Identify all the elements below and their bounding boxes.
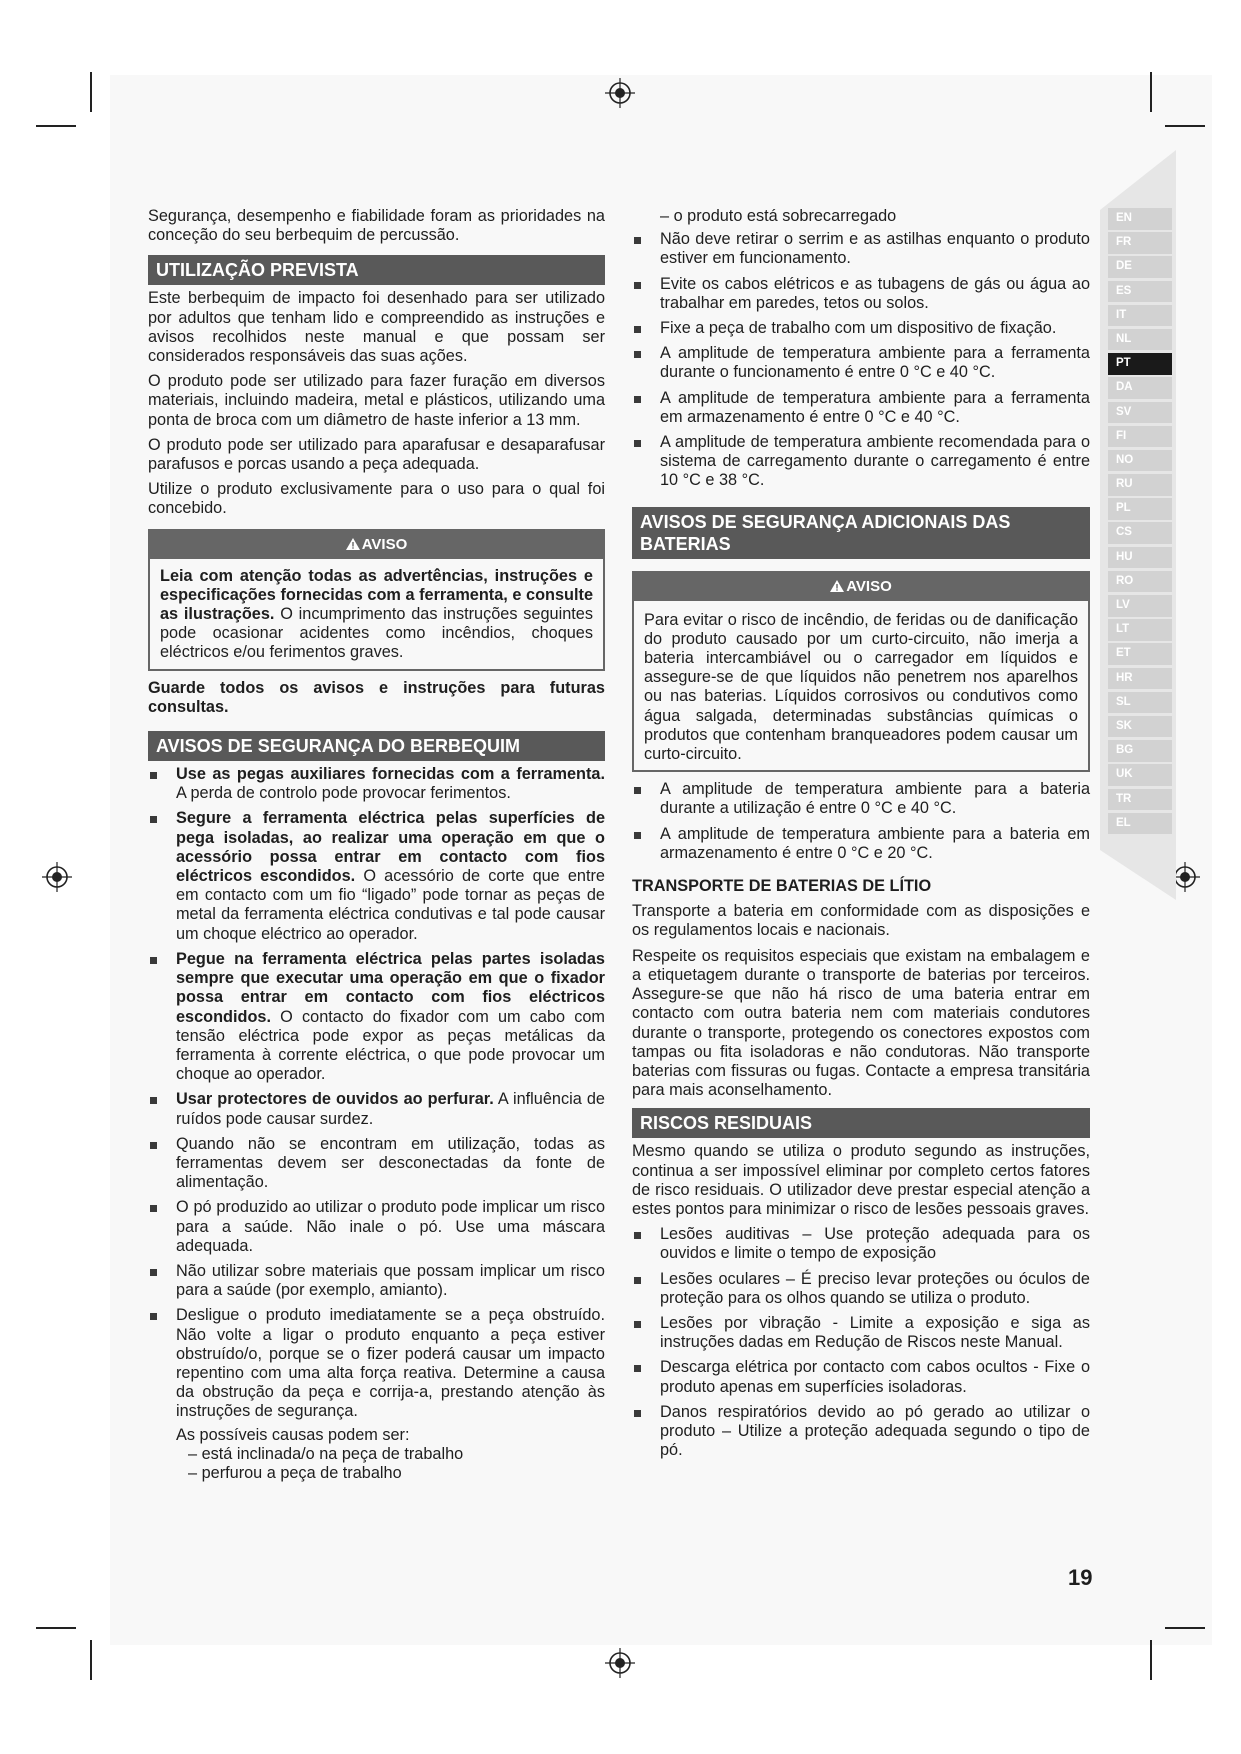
language-tab-hr[interactable]: HR: [1108, 668, 1172, 690]
language-tab-no[interactable]: NO: [1108, 450, 1172, 472]
language-tab-cs[interactable]: CS: [1108, 522, 1172, 544]
language-tab-en[interactable]: EN: [1108, 208, 1172, 230]
utilizacao-paragraph: O produto pode ser utilizado para fazer furação em diversos materiais, incluindo madeira, metal e plásticos, utilizando uma ponta de broca com um diâmetro de haste inferior a 13 mm.: [148, 372, 605, 429]
language-tab-et[interactable]: ET: [1108, 643, 1172, 665]
residual-risks-list: [632, 1225, 1090, 1460]
page-number: 19: [1068, 1565, 1093, 1590]
warning-triangle-icon: [346, 538, 360, 550]
list-item: Pegue na ferramenta eléctrica pelas partes isoladas sempre que executar uma operação em que o fixador possa entrar em contacto com fios eléctricos escondidos. O contacto do fixador com um cabo com tensão eléctrica pode expor as peças metálicas da ferramenta à corrente eléctrica, o que pode provocar um choque ao operador.: [148, 950, 605, 1084]
language-tab-tr[interactable]: TR: [1108, 789, 1172, 811]
left-column: [148, 207, 605, 1486]
possible-causes-intro: As possíveis causas podem ser:: [176, 1425, 410, 1444]
list-item: Lesões por vibração - Limite a exposição e siga as instruções dadas em Redução de Riscos neste Manual.: [632, 1314, 1090, 1352]
list-item: Use as pegas auxiliares fornecidas com a ferramenta. A perda de controlo pode provocar ferimentos.: [148, 765, 605, 803]
language-tab-bg[interactable]: BG: [1108, 740, 1172, 762]
language-sidebar: [1108, 208, 1172, 837]
section-title-transporte: TRANSPORTE DE BATERIAS DE LÍTIO: [632, 877, 932, 896]
language-tab-sv[interactable]: SV: [1108, 402, 1172, 424]
language-tab-fr[interactable]: FR: [1108, 232, 1172, 254]
risks-paragraph: Mesmo quando se utiliza o produto segundo as instruções, continua a ser impossível eliminar por completo certos fatores de risco residuais. O utilizador deve prestar especial atenção a estes pontos para minimizar o risco de lesões pessoais graves.: [632, 1142, 1090, 1218]
list-item: Lesões oculares – É preciso levar proteções ou óculos de proteção para os olhos quando se utiliza o produto.: [632, 1270, 1090, 1308]
right-column: [632, 207, 1090, 1466]
drill-safety-list: [148, 765, 605, 1483]
battery-temperature-list: [632, 780, 1090, 863]
cause-item: – o produto está sobrecarregado: [660, 207, 897, 225]
language-tab-fi[interactable]: FI: [1108, 426, 1172, 448]
language-tab-nl[interactable]: NL: [1108, 329, 1172, 351]
utilizacao-paragraph: O produto pode ser utilizado para aparafusar e desaparafusar parafusos e porcas usando a peça adequada.: [148, 435, 605, 474]
transport-paragraph: Transporte a bateria em conformidade com as disposições e os regulamentos locais e nacionais.: [632, 902, 1090, 940]
language-tab-sk[interactable]: SK: [1108, 716, 1172, 738]
language-tab-el[interactable]: EL: [1108, 813, 1172, 835]
list-item: Segure a ferramenta eléctrica pelas superfícies de pega isoladas, ao realizar uma operação em que o acessório possa entrar em contacto com fios eléctricos escondidos. O acessório de corte que entre em contacto com um fio “ligado” pode tornar as peças de metal da ferramenta eléctrica condutivas e tal pode causar um choque eléctrico ao operador.: [148, 809, 605, 943]
language-tab-ru[interactable]: RU: [1108, 474, 1172, 496]
list-item: Danos respiratórios devido ao pó gerado ao utilizar o produto – Utilize a proteção adequada segundo o tipo de pó.: [632, 1403, 1090, 1461]
list-item: Não deve retirar o serrim e as astilhas enquanto o produto estiver em funcionamento.: [632, 230, 1090, 268]
crop-mark: [1165, 125, 1205, 127]
language-tab-de[interactable]: DE: [1108, 256, 1172, 278]
list-item: Descarga elétrica por contacto com cabos ocultos - Fixe o produto apenas em superfícies isoladoras.: [632, 1358, 1090, 1396]
language-tab-pl[interactable]: PL: [1108, 498, 1172, 520]
registration-mark-icon: [605, 78, 635, 108]
list-item: A amplitude de temperatura ambiente para a bateria durante a utilização é entre 0 °C e 40 °C.: [632, 780, 1090, 818]
crop-mark: [1165, 1627, 1205, 1629]
list-item: Desligue o produto imediatamente se a peça obstruído. Não volte a ligar o produto enquanto a peça estiver obstruído/o, porque se o fizer poderá causar um impacto repentino com uma alta força reativa. Determine a causa da obstrução da peça e corrija-a, prestando atenção às instruções de segurança. As possíveis causas podem ser: – está inclinada/o na peça de trabalho – perfurou a peça de trabalho: [148, 1306, 605, 1483]
language-tab-pt[interactable]: PT: [1108, 353, 1172, 375]
crop-mark: [90, 1640, 92, 1680]
list-item: Não utilizar sobre materiais que possam implicar um risco para a saúde (por exemplo, amianto).: [148, 1262, 605, 1300]
list-item: A amplitude de temperatura ambiente recomendada para o sistema de carregamento durante o carregamento é entre 10 °C e 38 °C.: [632, 433, 1090, 491]
crop-mark: [1150, 1640, 1152, 1680]
language-tab-ro[interactable]: RO: [1108, 571, 1172, 593]
list-item: A amplitude de temperatura ambiente para a bateria em armazenamento é entre 0 °C e 20 °C.: [632, 825, 1090, 863]
list-item: O pó produzido ao utilizar o produto pode implicar um risco para a saúde. Não inale o pó. Use uma máscara adequada.: [148, 1198, 605, 1256]
warning-body: Leia com atenção todas as advertências, instruções e especificações fornecidas com a ferramenta, e consulte as ilustrações. O incumprimento das instruções seguintes pode ocasionar acidentes como incêndios, choques eléctricos e/ou ferimentos graves.: [160, 566, 593, 662]
section-title-riscos: RISCOS RESIDUAIS: [632, 1108, 1090, 1138]
warning-body: Para evitar o risco de incêndio, de feridas ou de danificação do produto causado por um curto-circuito, não imerja a bateria intercambiável ou o carregador em líquidos e assegure-se de que líquidos não penetrem nos aparelhos ou nas baterias. Líquidos corrosivos ou condutivos como água salgada, determinadas substâncias químicas o produtos que contenham branqueadores podem causar um curto-circuito.: [644, 610, 1078, 764]
warning-title: AVISO: [150, 531, 603, 559]
crop-mark: [1150, 72, 1152, 112]
language-tab-es[interactable]: ES: [1108, 281, 1172, 303]
utilizacao-paragraph: Utilize o produto exclusivamente para o uso para o qual foi concebido.: [148, 480, 605, 518]
drill-safety-list-continued: [632, 230, 1090, 490]
intro-text: Segurança, desempenho e fiabilidade foram as prioridades na conceção do seu berbequim de percussão.: [148, 207, 605, 245]
list-item: Lesões auditivas – Use proteção adequada para os ouvidos e limite o tempo de exposição: [632, 1225, 1090, 1263]
language-tab-lt[interactable]: LT: [1108, 619, 1172, 641]
crop-mark: [36, 1627, 76, 1629]
crop-mark: [36, 125, 76, 127]
cause-item: – perfurou a peça de trabalho: [188, 1463, 402, 1482]
list-item: A amplitude de temperatura ambiente para a ferramenta em armazenamento é entre 0 °C e 40 °C.: [632, 389, 1090, 427]
crop-mark: [90, 72, 92, 112]
cause-item: – está inclinada/o na peça de trabalho: [188, 1444, 464, 1463]
list-item: A amplitude de temperatura ambiente para a ferramenta durante o funcionamento é entre 0 °C e 40 °C.: [632, 344, 1090, 382]
registration-mark-icon: [42, 862, 72, 892]
language-tab-uk[interactable]: UK: [1108, 764, 1172, 786]
transport-paragraph: Respeite os requisitos especiais que existam na embalagem e a etiquetagem durante o transporte de baterias por terceiros. Assegure-se que não há risco de uma bateria entrar em contacto com outra bateria nem com materiais condutores durante o transporte, protegendo os conectores expostos com tampas ou fita isoladoras e não condutoras. Não transporte baterias com fissuras ou fugas. Contacte a empresa transitária para mais aconselhamento.: [632, 946, 1090, 1100]
list-item: Usar protectores de ouvidos ao perfurar. A influência de ruídos pode causar surdez.: [148, 1090, 605, 1128]
registration-mark-icon: [605, 1648, 635, 1678]
language-tab-lv[interactable]: LV: [1108, 595, 1172, 617]
keep-instructions-note: Guarde todos os avisos e instruções para futuras consultas.: [148, 678, 605, 716]
list-item: Fixe a peça de trabalho com um dispositivo de fixação.: [632, 319, 1090, 338]
warning-title: AVISO: [634, 573, 1088, 601]
language-tab-hu[interactable]: HU: [1108, 547, 1172, 569]
list-item: Evite os cabos elétricos e as tubagens de gás ou água ao trabalhar em paredes, tetos ou solos.: [632, 275, 1090, 313]
section-title-baterias: AVISOS DE SEGURANÇA ADICIONAIS DAS BATERIAS: [632, 507, 1090, 559]
warning-box: [148, 529, 605, 671]
battery-warning-box: [632, 571, 1090, 773]
section-title-utilizacao: UTILIZAÇÃO PREVISTA: [148, 255, 605, 285]
list-item: Quando não se encontram em utilização, todas as ferramentas devem ser desconectadas da fonte de alimentação.: [148, 1135, 605, 1193]
utilizacao-paragraph: Este berbequim de impacto foi desenhado para ser utilizado por adultos que tenham lido e compreendido as instruções e avisos recolhidos neste manual e que possam ser considerados responsáveis das suas ações.: [148, 289, 605, 366]
language-tab-da[interactable]: DA: [1108, 377, 1172, 399]
language-tab-it[interactable]: IT: [1108, 305, 1172, 327]
section-title-berbequim: AVISOS DE SEGURANÇA DO BERBEQUIM: [148, 731, 605, 761]
warning-triangle-icon: [830, 580, 844, 592]
language-tab-sl[interactable]: SL: [1108, 692, 1172, 714]
